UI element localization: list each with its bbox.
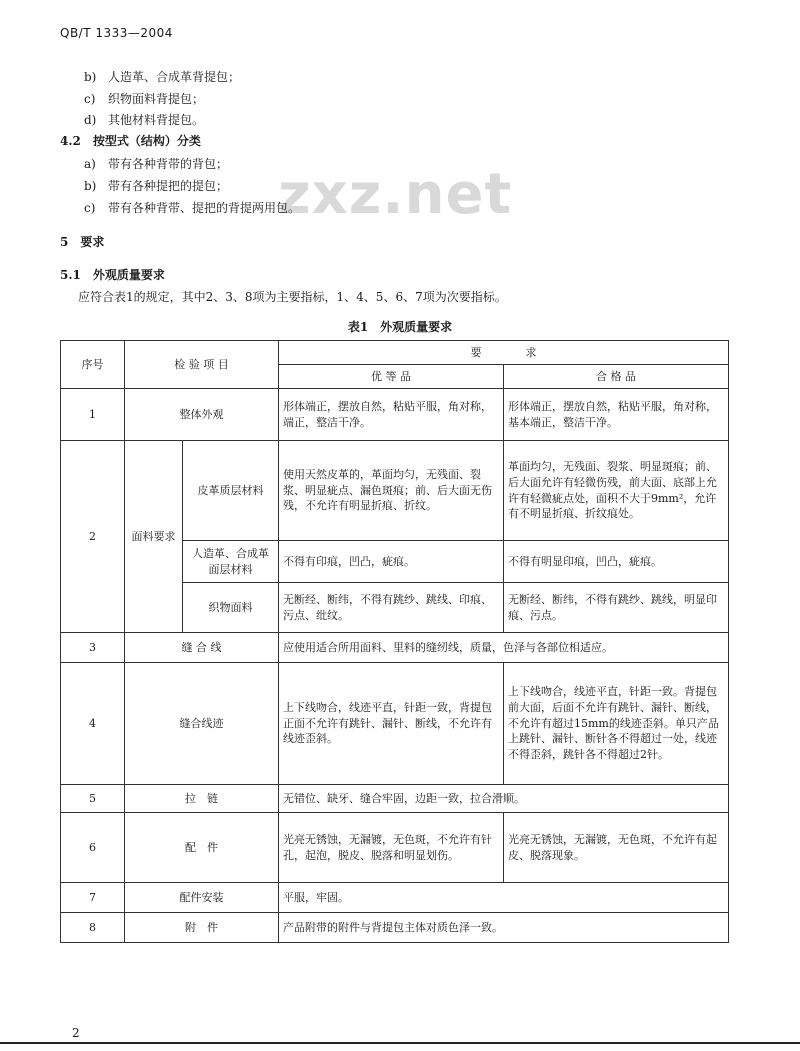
page-number: 2 bbox=[72, 1026, 80, 1040]
header-qualified: 合 格 品 bbox=[504, 365, 729, 389]
section-title: 要求 bbox=[80, 235, 105, 249]
table-row bbox=[61, 389, 729, 441]
section-5-1-heading bbox=[60, 266, 165, 283]
row-excellent: 无断经、断纬，不得有跳纱、跳线、印痕、污点、纰纹。 bbox=[279, 583, 504, 633]
row-subitem: 人造革、合成革面层材料 bbox=[183, 541, 279, 583]
table-row bbox=[61, 663, 729, 785]
row-item: 缝合线迹 bbox=[125, 663, 279, 785]
section-number: 5.1 bbox=[60, 268, 81, 282]
header-no: 序号 bbox=[61, 341, 125, 389]
row-qualified: 形体端正，摆放自然，粘贴平服，角对称，基本端正，整洁干净。 bbox=[504, 389, 729, 441]
watermark: zxz.net bbox=[278, 162, 513, 227]
list-text: 带有各种背带、提把的背提两用包。 bbox=[108, 201, 301, 215]
list-item bbox=[84, 177, 228, 194]
list-text: 带有各种提把的提包； bbox=[108, 179, 229, 193]
list-label: c) bbox=[84, 201, 96, 215]
row-item: 缝 合 线 bbox=[125, 633, 279, 663]
list-item bbox=[84, 155, 228, 172]
header-requirement: 要 求 bbox=[279, 341, 729, 365]
row-item: 附 件 bbox=[125, 913, 279, 943]
row-no: 8 bbox=[61, 913, 125, 943]
row-excellent: 形体端正，摆放自然，粘贴平服，角对称，端正，整洁干净。 bbox=[279, 389, 504, 441]
row-excellent: 光亮无锈蚀，无漏镀，无色斑，不允许有针孔，起泡，脱皮、脱落和明显划伤。 bbox=[279, 813, 504, 883]
list-text: 人造革、合成革背提包； bbox=[108, 70, 241, 84]
list-item bbox=[84, 90, 204, 107]
row-no: 3 bbox=[61, 633, 125, 663]
row-item: 面料要求 bbox=[125, 441, 183, 633]
section-title: 按型式（结构）分类 bbox=[92, 134, 201, 148]
header-item: 检 验 项 目 bbox=[125, 341, 279, 389]
row-excellent: 上下线吻合，线迹平直，针距一致，背提包正面不允许有跳针、漏针、断线，不允许有线迹歪斜。 bbox=[279, 663, 504, 785]
row-qualified: 不得有明显印痕，凹凸，疵痕。 bbox=[504, 541, 729, 583]
header-excellent: 优 等 品 bbox=[279, 365, 504, 389]
list-label: a) bbox=[84, 157, 96, 171]
section-number: 4.2 bbox=[60, 134, 81, 148]
standard-code: QB/T 1333—2004 bbox=[60, 26, 173, 40]
list-label: d) bbox=[84, 113, 97, 127]
list-text: 带有各种背带的背包； bbox=[108, 157, 229, 171]
row-item: 配 件 bbox=[125, 813, 279, 883]
row-requirement: 产品附带的附件与背提包主体对质色泽一致。 bbox=[279, 913, 729, 943]
appearance-quality-table bbox=[60, 340, 729, 943]
table-row bbox=[61, 441, 729, 541]
row-no: 1 bbox=[61, 389, 125, 441]
row-qualified: 无断经、断纬，不得有跳纱、跳线，明显印痕、污点。 bbox=[504, 583, 729, 633]
table-row bbox=[61, 633, 729, 663]
table-caption: 表1 外观质量要求 bbox=[347, 320, 453, 334]
list-label: b) bbox=[84, 70, 97, 84]
list-item bbox=[84, 111, 204, 128]
row-no: 5 bbox=[61, 785, 125, 813]
section-number: 5 bbox=[60, 235, 69, 249]
row-subitem: 皮革质层材料 bbox=[183, 441, 279, 541]
table-row bbox=[61, 813, 729, 883]
table-row bbox=[61, 785, 729, 813]
row-item: 整体外观 bbox=[125, 389, 279, 441]
table-row bbox=[61, 883, 729, 913]
row-requirement: 平服，牢固。 bbox=[279, 883, 729, 913]
row-no: 2 bbox=[61, 441, 125, 633]
section-title: 外观质量要求 bbox=[92, 268, 165, 282]
row-excellent: 使用天然皮革的，革面均匀，无残面、裂浆、明显疵点、漏色斑痕；前、后大面无伤残，不允许有明显折痕、折纹。 bbox=[279, 441, 504, 541]
list-label: c) bbox=[84, 92, 96, 106]
section-5-1-paragraph: 应符合表1的规定，其中2、3、8项为主要指标，1、4、5、6、7项为次要指标。 bbox=[78, 290, 507, 304]
row-qualified: 上下线吻合，线迹平直，针距一致。背提包前大面，后面不允许有跳针、漏针、断线，不允许有超过15mm的线迹歪斜。单只产品上跳针、漏针、断针各不得超过一处，线迹不得歪斜，跳针各不得超过2针。 bbox=[504, 663, 729, 785]
row-no: 6 bbox=[61, 813, 125, 883]
table-header-row bbox=[61, 341, 729, 365]
list-item bbox=[84, 199, 300, 216]
section-5-heading bbox=[60, 233, 104, 250]
section-4-2-heading bbox=[60, 132, 201, 149]
row-qualified: 光亮无锈蚀，无漏镀，无色斑，不允许有起皮、脱落现象。 bbox=[504, 813, 729, 883]
list-item bbox=[84, 68, 240, 85]
row-item: 拉 链 bbox=[125, 785, 279, 813]
row-requirement: 无错位、缺牙、缝合牢固，边距一致，拉合滑顺。 bbox=[279, 785, 729, 813]
row-no: 7 bbox=[61, 883, 125, 913]
row-requirement: 应使用适合所用面料、里料的缝纫线，质量，色泽与各部位相适应。 bbox=[279, 633, 729, 663]
list-text: 织物面料背提包； bbox=[108, 92, 205, 106]
row-excellent: 不得有印痕，凹凸，疵痕。 bbox=[279, 541, 504, 583]
row-no: 4 bbox=[61, 663, 125, 785]
table-row bbox=[61, 913, 729, 943]
list-text: 其他材料背提包。 bbox=[108, 113, 205, 127]
row-qualified: 革面均匀，无残面、裂浆、明显斑痕；前、后大面允许有轻微伤残，前大面、底部上允许有轻微疵点处，面积不大于9mm²，允许有不明显折痕、折纹痕处。 bbox=[504, 441, 729, 541]
row-subitem: 织物面料 bbox=[183, 583, 279, 633]
bottom-rule bbox=[0, 1042, 800, 1044]
list-label: b) bbox=[84, 179, 97, 193]
row-item: 配件安装 bbox=[125, 883, 279, 913]
